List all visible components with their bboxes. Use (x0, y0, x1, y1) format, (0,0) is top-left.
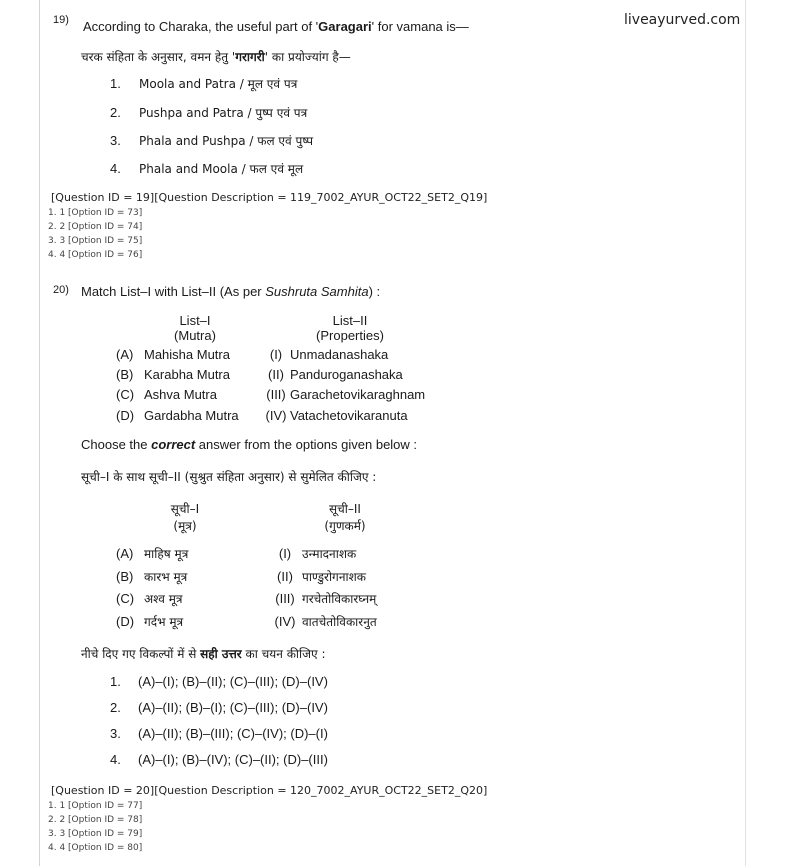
q20-option-id-3: 3. 3 [Option ID = 79] (48, 829, 143, 839)
option-text: (A)–(I); (B)–(II); (C)–(III); (D)–(IV) (138, 674, 328, 689)
list2-label: (III) (275, 591, 295, 606)
list1-subtitle: (Mutra) (174, 328, 216, 343)
q20-option-2[interactable] (110, 700, 328, 715)
q20-option-id-1: 1. 1 [Option ID = 77] (48, 801, 143, 811)
option-text: (A)–(I); (B)–(IV); (C)–(II); (D)–(III) (138, 752, 328, 767)
list2-item: Unmadanashaka (290, 347, 389, 362)
list1-header (160, 313, 230, 343)
list1-item: Gardabha Mutra (144, 408, 239, 423)
match-row (116, 408, 408, 423)
option-text: (A)–(II); (B)–(I); (C)–(III); (D)–(IV) (138, 700, 328, 715)
list1-label: (A) (116, 347, 134, 362)
list1-label: (D) (116, 408, 135, 423)
q19-hindi-stem (81, 48, 351, 65)
q19-stem (83, 19, 469, 34)
q19-option-id-2: 2. 2 [Option ID = 74] (48, 222, 143, 232)
hindi-match-row (116, 568, 366, 585)
match-row (116, 347, 388, 362)
q19-meta: [Question ID = 19][Question Description = 119_7002_AYUR_OCT22_SET2_Q19] (51, 191, 488, 204)
option-text: Moola and Patra / मूल एवं पत्र (139, 77, 298, 91)
list2-item: Garachetovikaraghnam (290, 387, 426, 402)
option-number: 1. (110, 674, 121, 689)
list2-item: वातचेतोविकारनुत (302, 615, 377, 629)
list2-label: (IV) (265, 408, 287, 423)
q19-option-id-3: 3. 3 [Option ID = 75] (48, 236, 143, 246)
list1-label: (B) (116, 367, 134, 382)
q19-stem-text: According to Charaka, the useful part of ' (83, 19, 319, 34)
hindi-match-row (116, 590, 376, 607)
choose-text-end: answer from the options given below : (195, 437, 418, 452)
list2-label: (II) (268, 367, 284, 382)
list1-label: (D) (116, 614, 135, 629)
option-text: Phala and Pushpa / फल एवं पुष्प (139, 134, 314, 148)
q19-option-id-1: 1. 1 [Option ID = 73] (48, 208, 143, 218)
list2-label: (II) (277, 569, 293, 584)
option-number: 3. (110, 726, 121, 741)
list1-title: List–I (179, 313, 211, 328)
option-text: (A)–(II); (B)–(III); (C)–(IV); (D)–(I) (138, 726, 328, 741)
q20-stem-text-end: ) : (368, 284, 381, 299)
hindi-match-row (116, 613, 377, 630)
q20-hindi-choose-instruction (81, 645, 326, 662)
q20-option-3[interactable] (110, 726, 328, 741)
choose-bold: correct (151, 437, 196, 452)
hindi-list2-subtitle: (गुणकर्म) (324, 519, 366, 533)
q19-option-1[interactable] (110, 75, 297, 92)
q20-choose-instruction (81, 437, 417, 452)
q20-hindi-stem: सूची–I के साथ सूची–II (सुश्रुत संहिता अनुसार) से सुमेलित कीजिए : (81, 470, 377, 484)
list1-item: Karabha Mutra (144, 367, 230, 382)
list2-item: पाण्डुरोगनाशक (302, 570, 366, 584)
q20-meta: [Question ID = 20][Question Description = 120_7002_AYUR_OCT22_SET2_Q20] (51, 784, 488, 797)
option-number: 2. (110, 700, 121, 715)
list1-item: Ashva Mutra (144, 387, 217, 402)
q19-option-id-4: 4. 4 [Option ID = 76] (48, 250, 143, 260)
q20-option-id-2: 2. 2 [Option ID = 78] (48, 815, 143, 825)
q20-option-1[interactable] (110, 674, 328, 689)
option-number: 2. (110, 105, 121, 120)
list2-label: (I) (269, 347, 283, 362)
hindi-list1-header (145, 500, 225, 534)
choose-text: Choose the (81, 437, 152, 452)
q20-stem (81, 284, 380, 299)
q20-stem-text: Match List–I with List–II (As per (81, 284, 266, 299)
list2-label: (III) (266, 387, 286, 402)
match-row (116, 387, 425, 402)
hindi-choose-bold: सही उत्तर (200, 647, 242, 661)
watermark: liveayurved.com (624, 12, 741, 28)
q19-option-4[interactable] (110, 160, 303, 177)
hindi-list1-title: सूची–I (170, 502, 200, 516)
list2-label: (IV) (274, 614, 296, 629)
list1-item: कारभ मूत्र (144, 570, 188, 584)
list2-item: उन्मादनाशक (302, 547, 357, 561)
hindi-list1-subtitle: (मूत्र) (173, 519, 197, 533)
list1-label: (C) (116, 387, 135, 402)
list1-label: (A) (116, 546, 134, 561)
list1-item: Mahisha Mutra (144, 347, 230, 362)
hindi-choose-text: नीचे दिए गए विकल्पों में से (81, 647, 201, 661)
option-number: 4. (110, 752, 121, 767)
hindi-match-row (116, 545, 356, 562)
option-number: 1. (110, 76, 121, 91)
q20-number: 20) (53, 284, 69, 296)
list2-label: (I) (278, 546, 292, 561)
q19-option-2[interactable] (110, 104, 307, 121)
list2-title: List–II (332, 313, 368, 328)
q20-option-4[interactable] (110, 752, 328, 767)
q19-option-3[interactable] (110, 132, 313, 149)
q19-hindi-text: चरक संहिता के अनुसार, वमन हेतु ' (81, 50, 236, 64)
list1-item: अश्व मूत्र (144, 592, 183, 606)
q20-option-id-4: 4. 4 [Option ID = 80] (48, 843, 143, 853)
list1-label: (B) (116, 569, 134, 584)
list1-label: (C) (116, 591, 135, 606)
q19-stem-bold: Garagari (318, 19, 372, 34)
list2-item: Panduroganashaka (290, 367, 403, 382)
hindi-list2-header (300, 500, 390, 534)
q19-number: 19) (53, 14, 69, 26)
list2-subtitle: (Properties) (316, 328, 384, 343)
option-text: Pushpa and Patra / पुष्प एवं पत्र (139, 106, 308, 120)
list1-item: गर्दभ मूत्र (144, 615, 184, 629)
q19-stem-text-end: ' for vamana is— (371, 19, 469, 34)
option-number: 4. (110, 161, 121, 176)
list1-item: माहिष मूत्र (144, 547, 189, 561)
q19-hindi-text-end: ' का प्रयोज्यांग है— (264, 50, 351, 64)
list2-item: Vatachetovikaranuta (290, 408, 408, 423)
hindi-choose-text-end: का चयन कीजिए : (241, 647, 326, 661)
q20-stem-italic: Sushruta Samhita (265, 284, 369, 299)
option-text: Phala and Moola / फल एवं मूल (139, 162, 304, 176)
q19-hindi-bold: गरागरी (235, 50, 265, 64)
list2-header (300, 313, 400, 343)
option-number: 3. (110, 133, 121, 148)
match-row (116, 367, 403, 382)
hindi-list2-title: सूची–II (329, 502, 361, 516)
list2-item: गरचेतोविकारघ्नम् (302, 592, 377, 606)
